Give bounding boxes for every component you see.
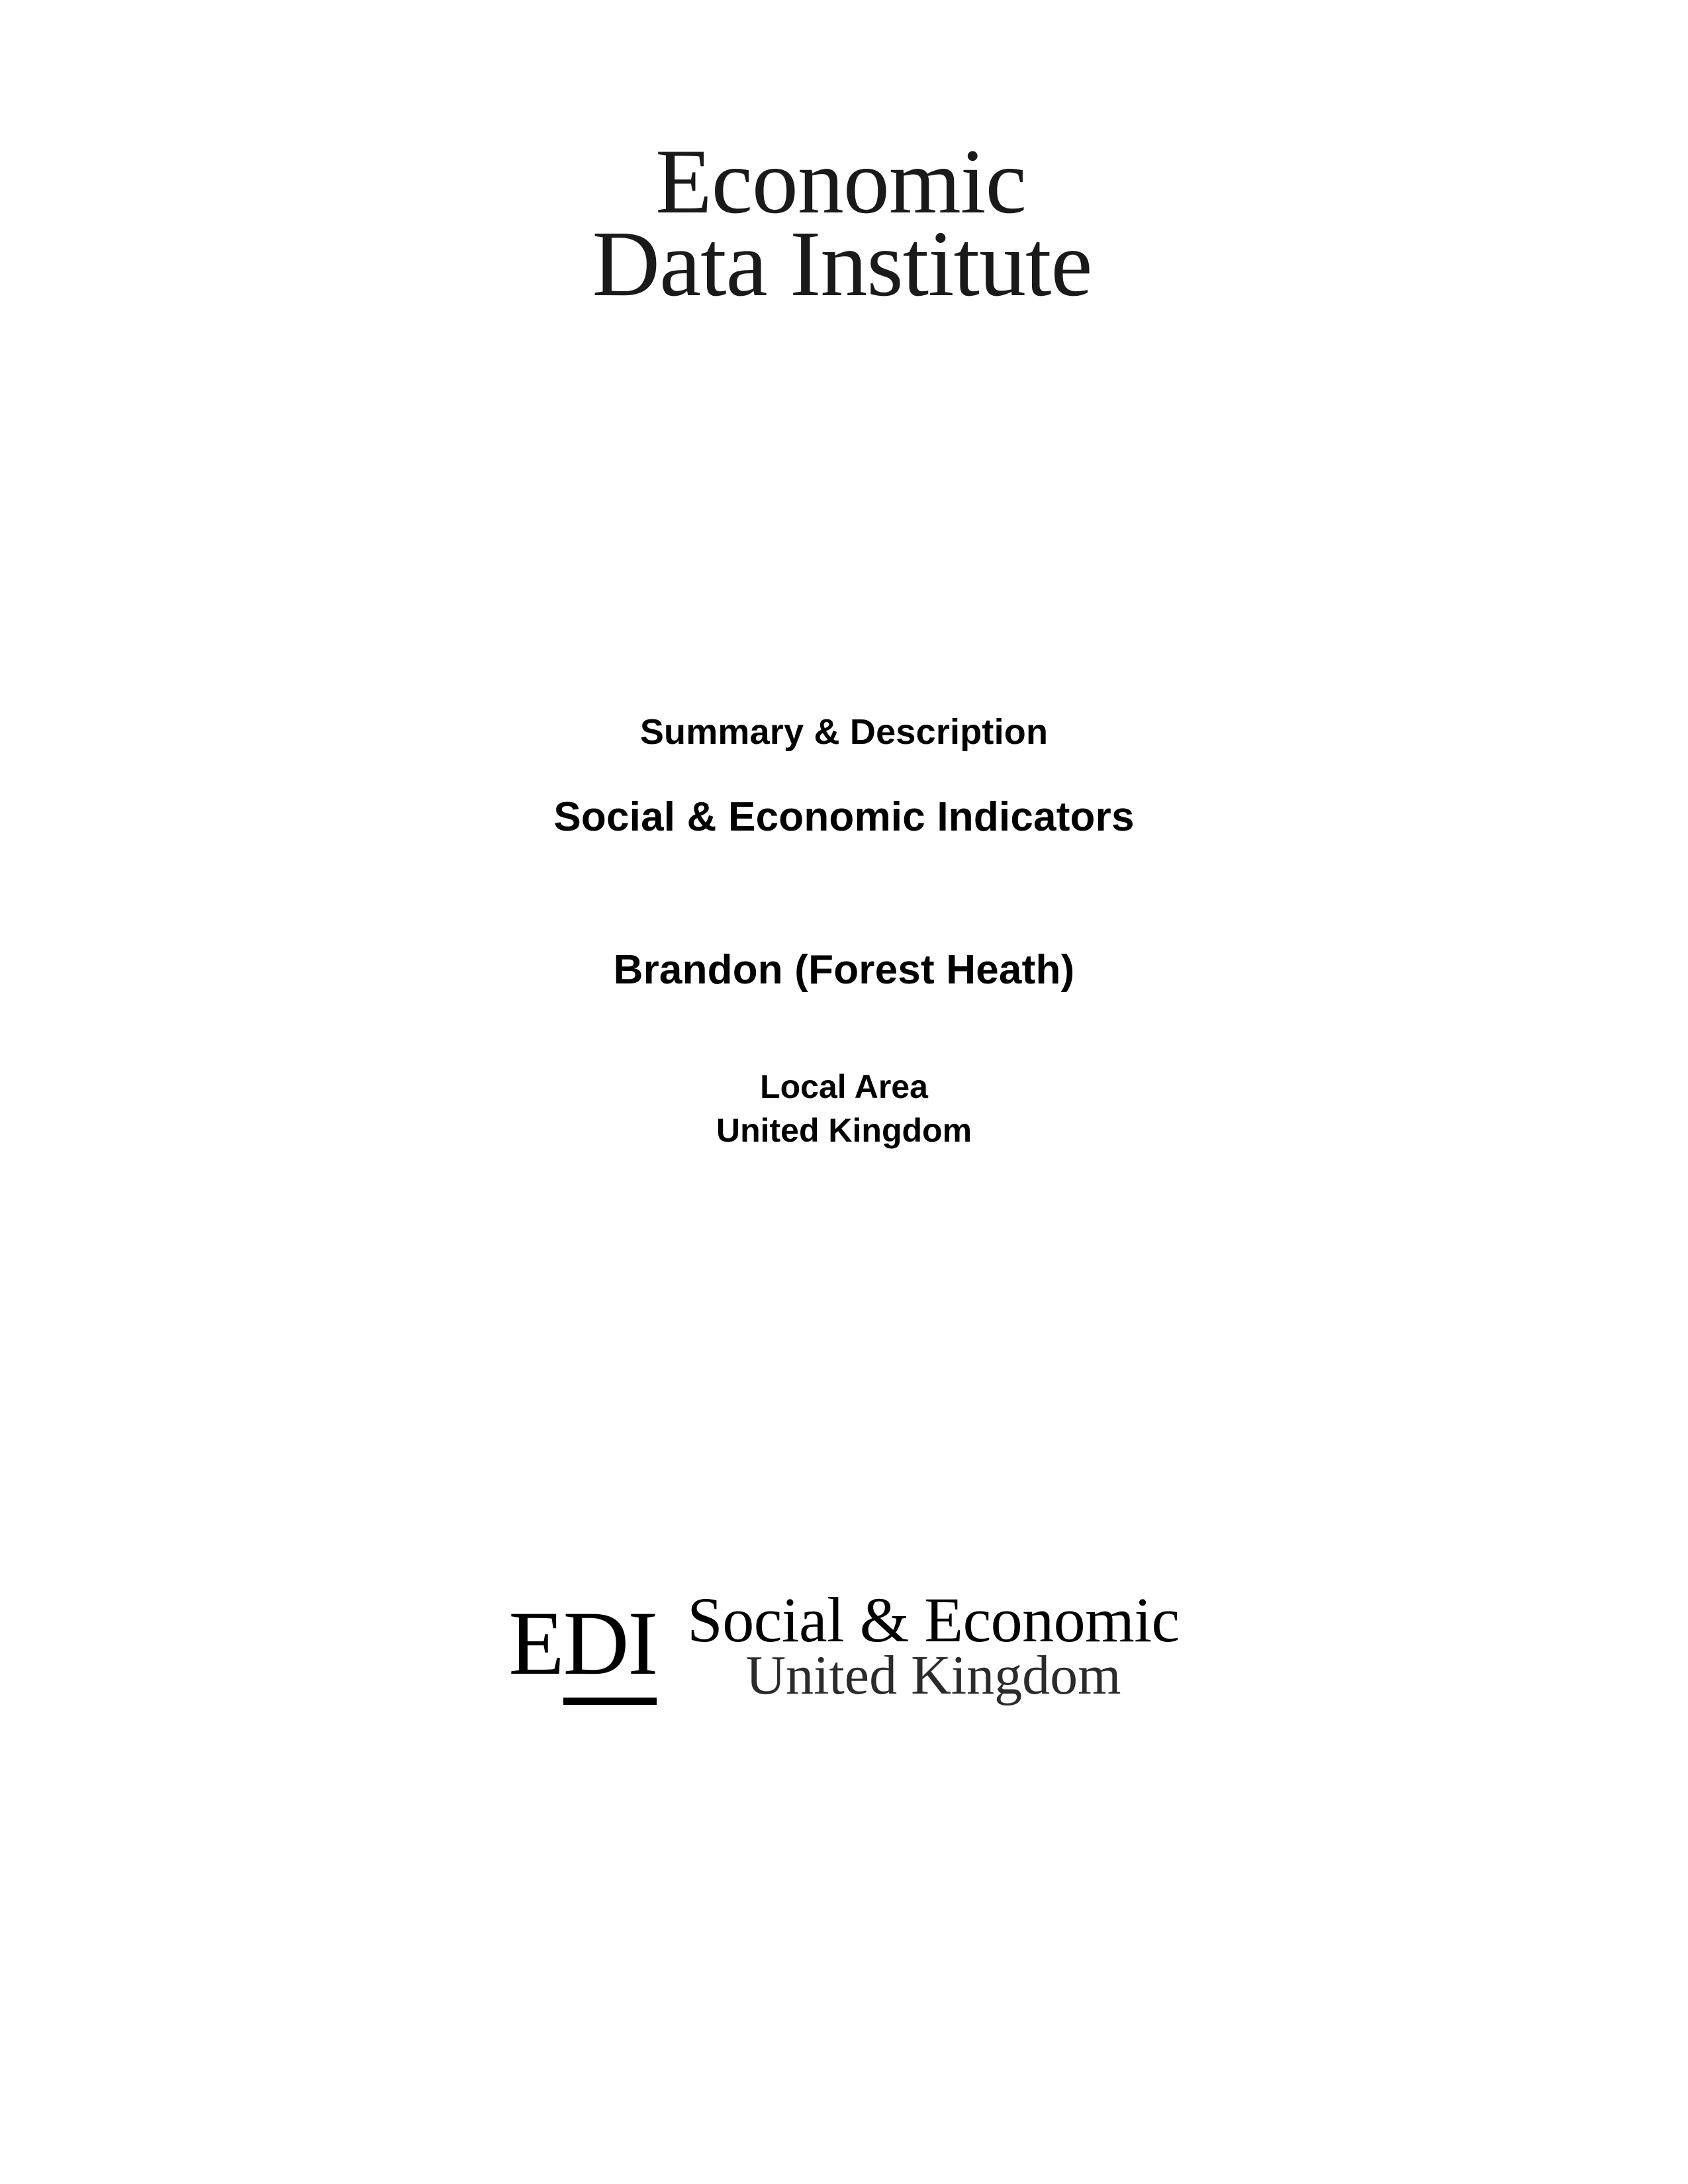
page-title-summary: Summary & Description — [639, 712, 1049, 752]
footer-logo-acronym-e: E — [508, 1592, 563, 1694]
masthead-line-economic: Economic — [655, 130, 1026, 233]
footer-logo-line-united-kingdom: United Kingdom — [745, 1645, 1121, 1706]
footer-logo — [0, 1584, 1688, 1706]
title-block — [0, 711, 1688, 1150]
footer-logo-acronym-di: DI — [563, 1592, 657, 1705]
footer-logo-line-social-economic: Social & Economic — [687, 1584, 1180, 1655]
page-title-area: Brandon (Forest Heath) — [613, 947, 1075, 993]
footer-logo-acronym — [508, 1592, 657, 1698]
page-title-indicators: Social & Economic Indicators — [553, 794, 1135, 840]
page-subtitle-country: United Kingdom — [716, 1112, 972, 1149]
masthead-logo — [0, 130, 1688, 316]
masthead-line-data-institute: Data Institute — [592, 211, 1092, 316]
footer-logo-wordmark — [687, 1584, 1180, 1706]
page-subtitle-local-area: Local Area — [760, 1068, 928, 1105]
